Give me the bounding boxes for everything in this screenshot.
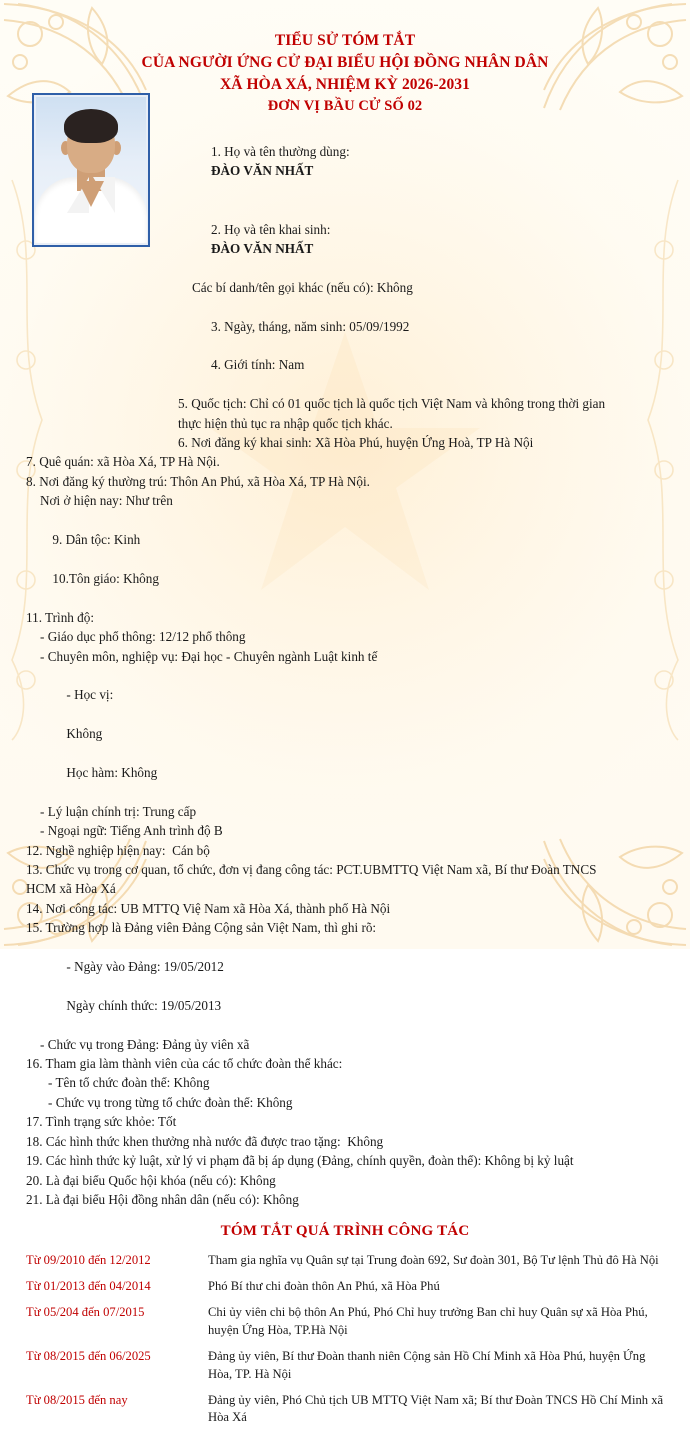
field-party-header: 15. Trường hợp là Đảng viên Đảng Cộng sản Việt Nam, thì ghi rõ: <box>26 920 377 936</box>
candidate-photo <box>32 93 150 247</box>
field-political-theory: - Lý luận chính trị: Trung cấp <box>40 803 197 819</box>
field-9-ethnicity: 9. Dân tộc: Kinh <box>52 532 141 548</box>
field-foreign-language: - Ngoại ngữ: Tiếng Anh trình độ B <box>40 823 223 839</box>
field-permanent-residence: 8. Nơi đăng ký thường trú: Thôn An Phú, xã Hòa Xá, TP Hà Nội. <box>26 473 370 489</box>
field-birth-name <box>178 200 664 278</box>
field-position-line2: HCM xã Hòa Xá <box>26 881 116 897</box>
career-duty: Tham gia nghĩa vụ Quân sự tại Trung đoàn 692, Sư đoàn 301, Bộ Tư lệnh Thủ đô Hà Nội <box>208 1253 659 1268</box>
table-row <box>26 1276 664 1302</box>
field-hometown: 7. Quê quán: xã Hòa Xá, TP Hà Nội. <box>26 454 220 470</box>
career-period: Từ 08/2015 đến nay <box>26 1392 128 1407</box>
field-alias: Các bí danh/tên gọi khác (nếu có): Không <box>192 279 413 295</box>
avatar <box>36 97 146 243</box>
field-party-official-date: Ngày chính thức: 19/05/2013 <box>66 997 222 1013</box>
field-ethnicity-religion <box>26 511 664 608</box>
career-table <box>26 1250 664 1433</box>
field-awards: 18. Các hình thức khen thưởng nhà nước đã được trao tặng: Không <box>26 1133 384 1149</box>
field-2-value: ĐÀO VĂN NHẤT <box>210 241 314 257</box>
field-national-assembly-deputy: 20. Là đại biểu Quốc hội khóa (nếu có): Không <box>26 1172 276 1188</box>
biography-body <box>26 117 664 1210</box>
field-position-line1: 13. Chức vụ trong cơ quan, tổ chức, đơn vị đang công tác: PCT.UBMTTQ Việt Nam xã, Bí thư Đoàn TNCS <box>26 862 597 878</box>
document-subtitle: ĐƠN VỊ BẦU CỬ SỐ 02 <box>267 98 423 114</box>
field-academic-rank: Học hàm: Không <box>66 764 158 780</box>
field-birth-registration: 6. Nơi đăng ký khai sinh: Xã Hòa Phú, huyện Ứng Hoà, TP Hà Nội <box>178 435 534 451</box>
field-other-orgs-header: 16. Tham gia làm thành viên của các tổ chức đoàn thể khác: <box>26 1056 343 1072</box>
career-period: Từ 08/2015 đến 06/2025 <box>26 1348 151 1363</box>
table-row <box>26 1346 664 1390</box>
table-row <box>26 1250 664 1276</box>
field-org-name: - Tên tổ chức đoàn thể: Không <box>48 1075 210 1091</box>
field-degree-title <box>26 666 664 802</box>
title-line-2: CỦA NGƯỜI ỨNG CỬ ĐẠI BIỂU HỘI ĐỒNG NHÂN DÂN <box>141 54 549 71</box>
title-line-1: TIỂU SỬ TÓM TẮT <box>274 32 416 49</box>
career-period: Từ 05/204 đến 07/2015 <box>26 1305 145 1320</box>
field-party-dates <box>26 938 664 1035</box>
career-period: Từ 01/2013 đến 04/2014 <box>26 1279 151 1294</box>
career-section-title: TÓM TẮT QUÁ TRÌNH CÔNG TÁC <box>220 1223 470 1240</box>
field-full-name-used <box>178 123 664 201</box>
field-general-education: - Giáo dục phổ thông: 12/12 phổ thông <box>40 629 246 645</box>
field-professional-education: - Chuyên môn, nghiệp vụ: Đại học - Chuyên ngành Luật kinh tế <box>40 648 378 664</box>
field-10-religion: 10.Tôn giáo: Không <box>52 570 159 586</box>
career-duty: Chi ủy viên chi bộ thôn An Phú, Phó Chỉ huy trưởng Ban chỉ huy Quân sự xã Hòa Phú, huyện Ứng Hòa, TP.Hà Nội <box>208 1305 648 1337</box>
table-row <box>26 1390 664 1433</box>
photo-vneck <box>78 181 104 207</box>
field-party-join-date: - Ngày vào Đảng: 19/05/2012 <box>66 959 224 975</box>
field-1-label: 1. Họ và tên thường dùng: <box>210 143 350 159</box>
field-current-residence: Nơi ở hiện nay: Như trên <box>40 493 173 509</box>
title-line-3: XÃ HÒA XÁ, NHIỆM KỲ 2026-2031 <box>219 76 471 93</box>
field-org-position: - Chức vụ trong từng tổ chức đoàn thể: Không <box>48 1094 293 1110</box>
field-health-status: 17. Tình trạng sức khỏe: Tốt <box>26 1114 177 1130</box>
field-nationality-line2: thực hiện thủ tục ra nhập quốc tịch khác. <box>178 415 393 431</box>
field-degree-label: - Học vị: <box>66 687 114 703</box>
field-2-label: 2. Họ và tên khai sinh: <box>210 221 331 237</box>
field-4-gender: 4. Giới tính: Nam <box>210 357 305 373</box>
career-duty: Phó Bí thư chi đoàn thôn An Phú, xã Hòa Phú <box>208 1279 440 1294</box>
career-duty: Đảng ủy viên, Bí thư Đoàn thanh niên Cộng sản Hồ Chí Minh xã Hòa Phú, huyện Ứng Hòa, TP. Hà Nội <box>208 1348 646 1381</box>
field-dob-gender <box>178 297 664 394</box>
field-peoples-council-deputy: 21. Là đại biểu Hội đồng nhân dân (nếu có): Không <box>26 1191 299 1207</box>
career-duty: Đảng ủy viên, Phó Chủ tịch UB MTTQ Việt Nam xã; Bí thư Đoàn TNCS Hồ Chí Minh xã Hòa Xá <box>208 1392 664 1425</box>
field-1-value: ĐÀO VĂN NHẤT <box>210 163 314 179</box>
fields-beside-photo <box>178 123 664 453</box>
career-period: Từ 09/2010 đến 12/2012 <box>26 1253 151 1268</box>
field-education-header: 11. Trình độ: <box>26 609 95 625</box>
field-workplace: 14. Nơi công tác: UB MTTQ Việ Nam xã Hòa Xá, thành phố Hà Nội <box>26 900 391 916</box>
field-3-dob: 3. Ngày, tháng, năm sinh: 05/09/1992 <box>210 318 410 334</box>
field-disciplinary: 19. Các hình thức kỷ luật, xử lý vi phạm đã bị áp dụng (Đảng, chính quyền, đoàn thể): Không bị kỷ luật <box>26 1153 574 1169</box>
photo-hair <box>64 109 118 143</box>
table-row <box>26 1302 664 1346</box>
field-nationality-line1: 5. Quốc tịch: Chỉ có 01 quốc tịch là quốc tịch Việt Nam và không trong thời gian <box>178 396 606 412</box>
field-degree-value: Không <box>66 726 103 742</box>
field-current-occupation: 12. Nghề nghiệp hiện nay: Cán bộ <box>26 842 210 858</box>
field-party-position: - Chức vụ trong Đảng: Đảng ủy viên xã <box>40 1036 250 1052</box>
